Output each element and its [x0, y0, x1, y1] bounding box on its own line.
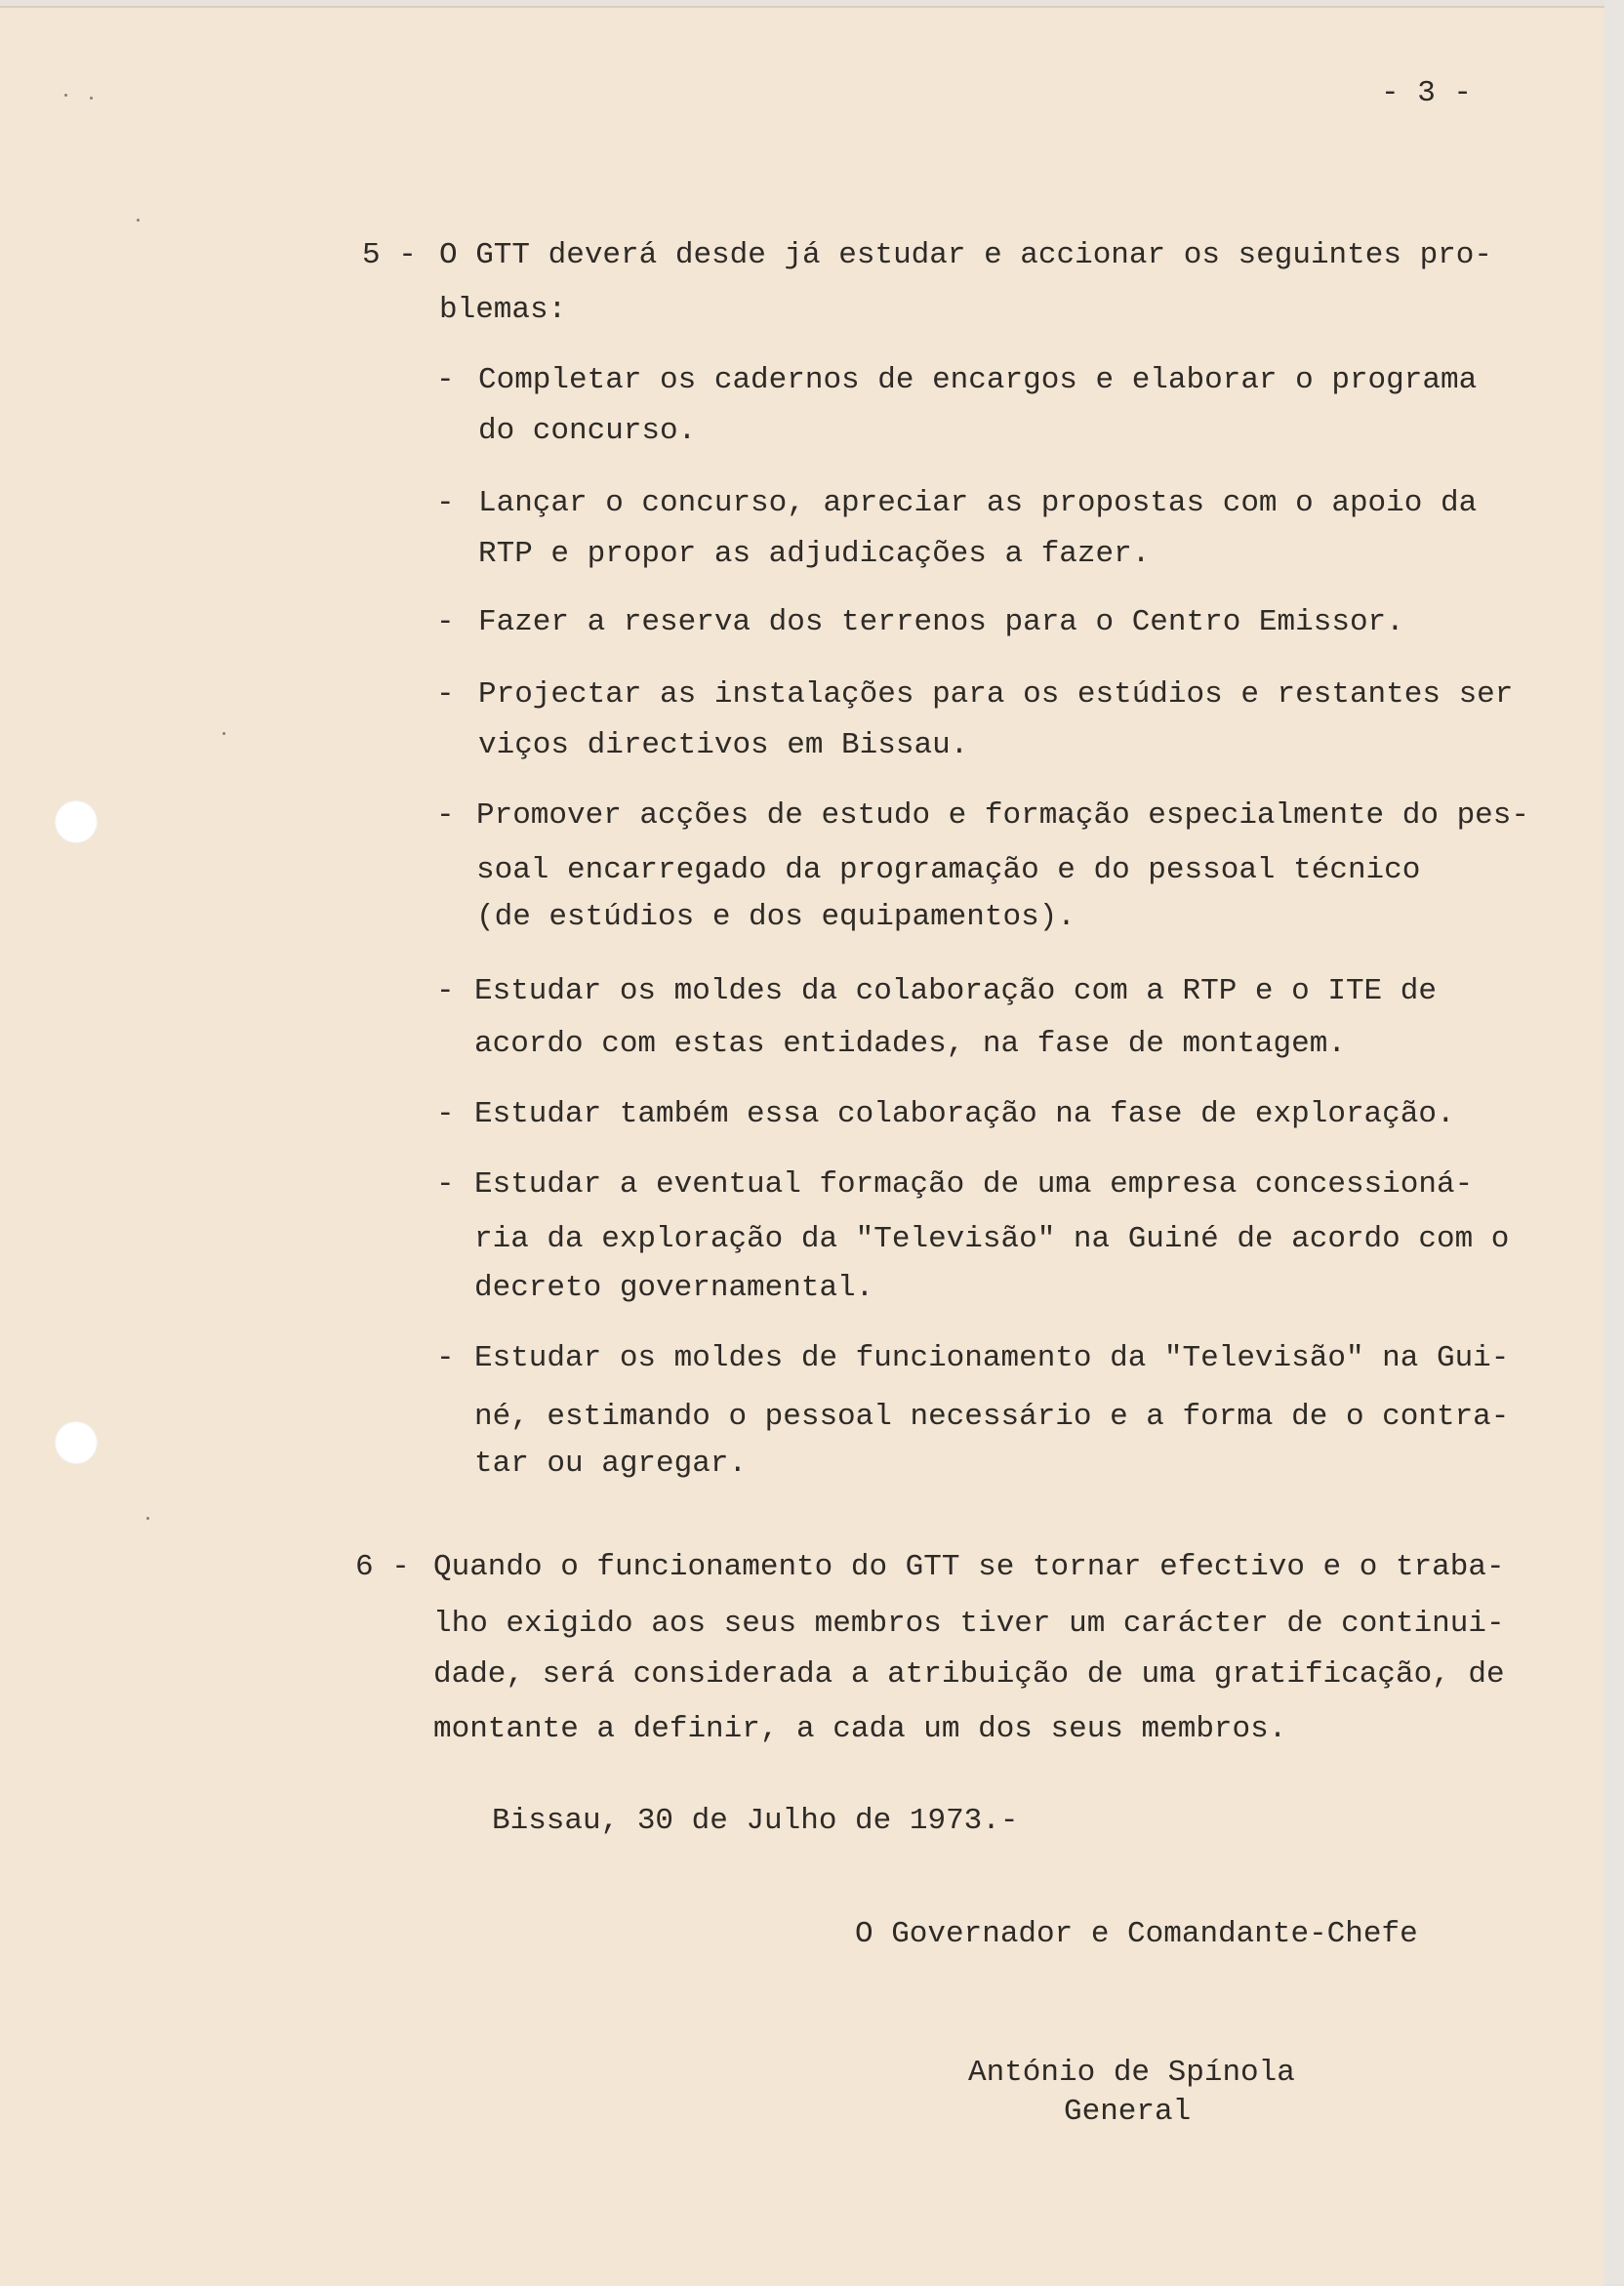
bullet-dash: -	[436, 798, 455, 833]
bullet-line: né, estimando o pessoal necessário e a forma de o contra-	[474, 1400, 1510, 1434]
item-6-line: lho exigido aos seus membros tiver um carácter de continui-	[433, 1607, 1505, 1641]
bullet-line: Fazer a reserva dos terrenos para o Centro Emissor.	[478, 605, 1404, 639]
speck	[137, 219, 140, 222]
page-number: - 3 -	[1381, 76, 1473, 110]
bullet-line: Promover acções de estudo e formação especialmente do pes-	[476, 798, 1529, 833]
scan-edge	[1604, 0, 1624, 2284]
punch-hole	[55, 1421, 98, 1464]
item-6-line: dade, será considerada a atribuição de uma gratificação, de	[433, 1657, 1505, 1692]
signatory-title: O Governador e Comandante-Chefe	[855, 1917, 1418, 1951]
speck	[90, 97, 93, 100]
speck	[223, 732, 225, 735]
bullet-line: do concurso.	[478, 414, 697, 448]
bullet-dash: -	[436, 1167, 455, 1202]
document-page	[0, 6, 1604, 2286]
item-5-line: O GTT deverá desde já estudar e accionar os seguintes pro-	[439, 238, 1492, 272]
bullet-line: decreto governamental.	[474, 1271, 874, 1305]
bullet-dash: -	[436, 363, 455, 397]
bullet-dash: -	[436, 1097, 455, 1131]
speck	[64, 94, 67, 97]
bullet-line: ria da exploração da "Televisão" na Guiné de acordo com o	[474, 1222, 1510, 1256]
bullet-line: tar ou agregar.	[474, 1447, 748, 1481]
bullet-dash: -	[436, 677, 455, 712]
bullet-line: Estudar também essa colaboração na fase de exploração.	[474, 1097, 1455, 1131]
bullet-line: Lançar o concurso, apreciar as propostas com o apoio da	[478, 486, 1478, 520]
item-6-line: Quando o funcionamento do GTT se tornar efectivo e o traba-	[433, 1550, 1505, 1584]
bullet-line: Estudar os moldes de funcionamento da "Televisão" na Gui-	[474, 1341, 1510, 1375]
bullet-dash: -	[436, 974, 455, 1008]
bullet-line: (de estúdios e dos equipamentos).	[476, 900, 1076, 934]
place-date: Bissau, 30 de Julho de 1973.-	[492, 1804, 1019, 1838]
speck	[146, 1517, 149, 1520]
bullet-line: soal encarregado da programação e do pessoal técnico	[476, 853, 1421, 887]
item-5-number: 5 -	[362, 238, 417, 272]
bullet-dash: -	[436, 1341, 455, 1375]
item-6-number: 6 -	[355, 1550, 410, 1584]
bullet-line: Completar os cadernos de encargos e elaborar o programa	[478, 363, 1478, 397]
item-6-line: montante a definir, a cada um dos seus membros.	[433, 1712, 1287, 1746]
bullet-line: acordo com estas entidades, na fase de montagem.	[474, 1027, 1346, 1061]
item-5-line: blemas:	[439, 293, 567, 327]
bullet-line: viços directivos em Bissau.	[478, 728, 969, 762]
punch-hole	[55, 800, 98, 843]
signatory-rank: General	[1064, 2095, 1192, 2129]
bullet-line: Estudar os moldes da colaboração com a RTP e o ITE de	[474, 974, 1437, 1008]
bullet-dash: -	[436, 605, 455, 639]
bullet-dash: -	[436, 486, 455, 520]
signatory-name: António de Spínola	[968, 2056, 1295, 2090]
bullet-line: Projectar as instalações para os estúdios e restantes ser	[478, 677, 1514, 712]
bullet-line: Estudar a eventual formação de uma empresa concessioná-	[474, 1167, 1474, 1202]
bullet-line: RTP e propor as adjudicações a fazer.	[478, 537, 1151, 571]
